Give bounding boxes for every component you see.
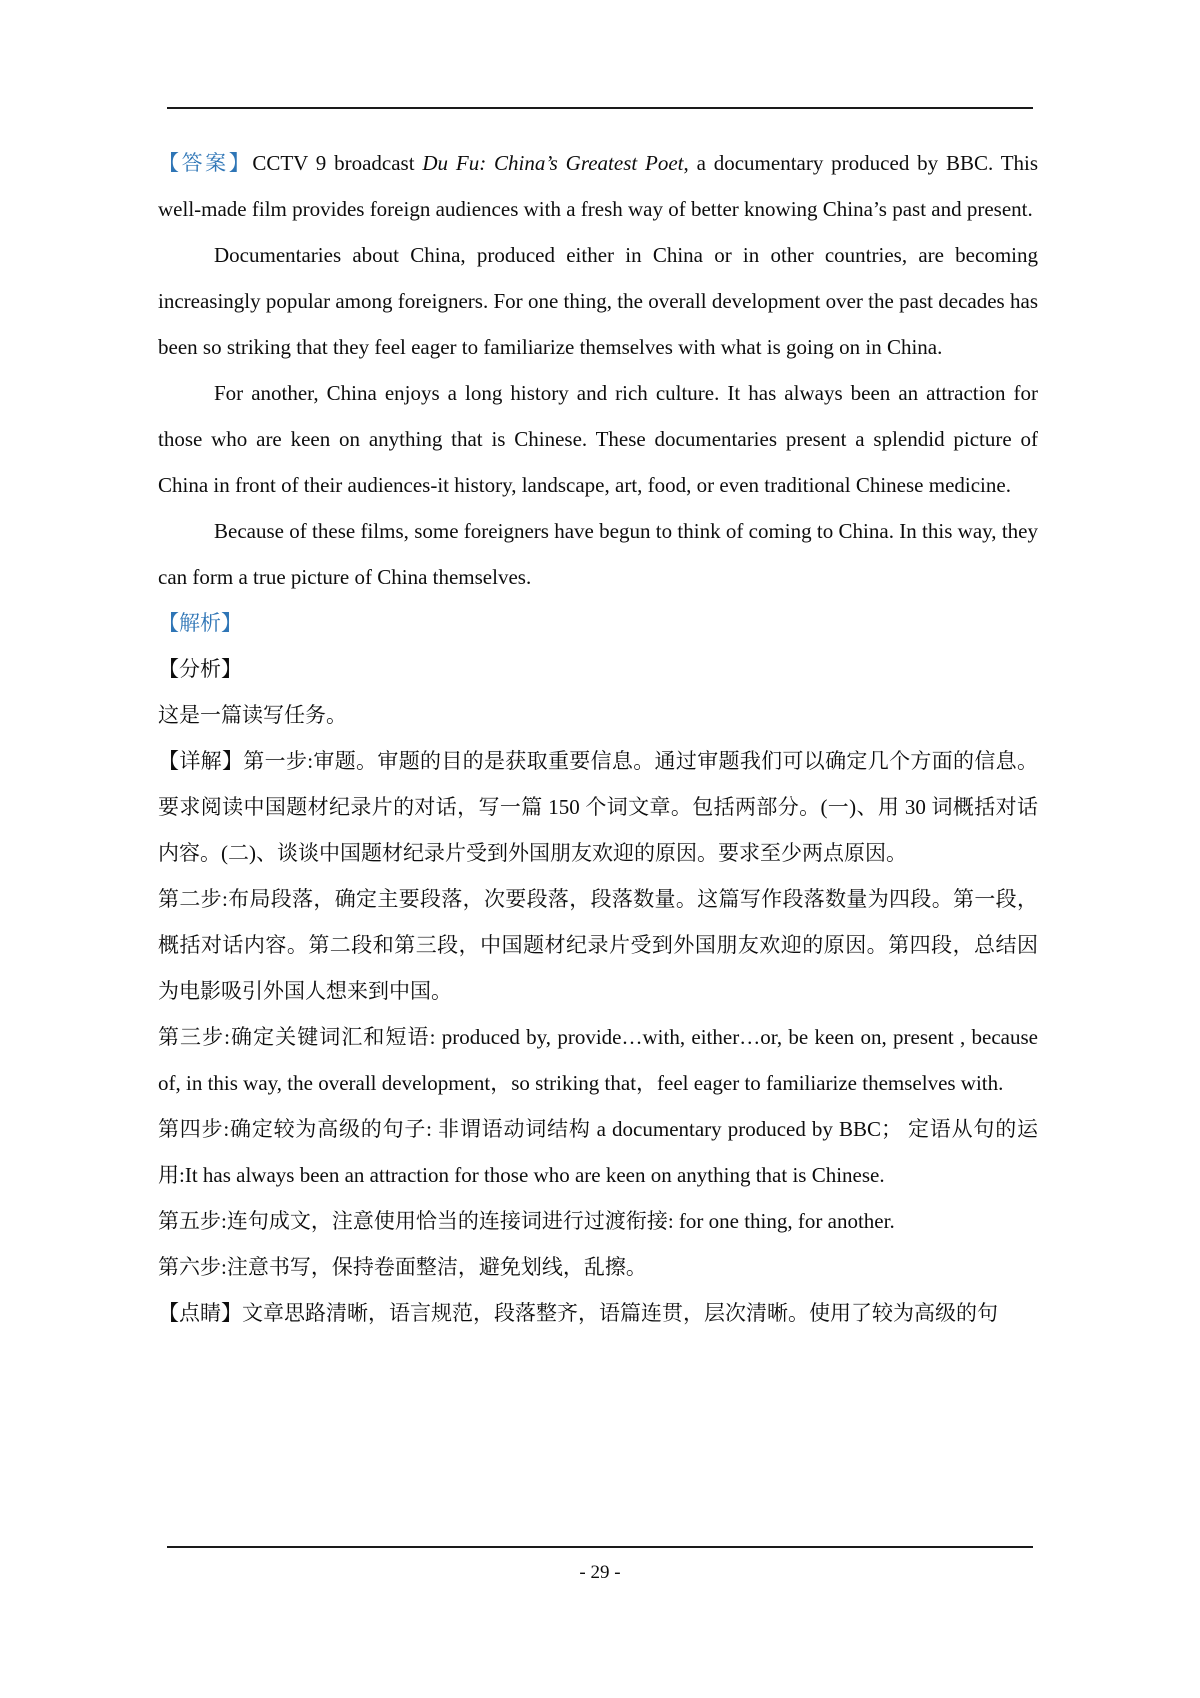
answer-paragraph-2: Documentaries about China, produced either in China or in other countries, are becoming increasingly popular among foreigners. For one thing, the overall development over the past decades has been so striking that they feel eager to familiarize themselves with what is going on in China. (158, 243, 1038, 359)
footer-rule (167, 1546, 1033, 1548)
step6-paragraph: 第六步:注意书写，保持卷面整洁，避免划线，乱擦。 (158, 1255, 647, 1279)
page-number: - 29 - (579, 1562, 621, 1583)
answer-paragraph-4: Because of these films, some foreigners have begun to think of coming to China. In this way, they can form a true picture of China themselves. (158, 519, 1038, 589)
dianjing-label: 【点睛】 (158, 1301, 242, 1325)
fenxi-label: 【分析】 (158, 657, 242, 681)
answer-paragraph-1 (158, 140, 1038, 232)
dianjing-text: 文章思路清晰，语言规范，段落整齐，语篇连贯，层次清晰。使用了较为高级的句 (242, 1301, 998, 1325)
step3-paragraph: 第三步:确定关键词汇和短语: produced by, provide…with, either…or, be keen on, present , because of, in this way, the overall development，so striking that，feel eager to familiarize themselves with. (158, 1025, 1038, 1095)
answer-p1-rest: , a documentary produced by BBC. This well-made film provides foreign audiences with a fresh way of better knowing China’s past and present. (158, 151, 1039, 221)
step4-paragraph: 第四步:确定较为高级的句子: 非谓语动词结构 a documentary produced by BBC； 定语从句的运用:It has always been an attraction for those who are keen on anything that is Chinese. (158, 1117, 1038, 1187)
fenxi-heading (158, 646, 1038, 692)
xiangjie-paragraph (158, 738, 1038, 876)
xiangjie-label: 【详解】 (158, 749, 244, 773)
header-rule (167, 107, 1033, 109)
step2-paragraph: 第二步:布局段落，确定主要段落，次要段落，段落数量。这篇写作段落数量为四段。第一段，概括对话内容。第二段和第三段，中国题材纪录片受到外国朋友欢迎的原因。第四段，总结因为电影吸引外国人想来到中国。 (158, 887, 1038, 1003)
jiexi-heading (158, 600, 1038, 646)
xiangjie-step1-text: 第一步:审题。审题的目的是获取重要信息。通过审题我们可以确定几个方面的信息。要求阅读中国题材纪录片的对话，写一篇 150 个词文章。包括两部分。(一)、用 30 词概括对话内容。(二)、谈谈中国题材纪录片受到外国朋友欢迎的原因。要求至少两点原因。 (158, 749, 1039, 865)
jiexi-label: 【解析】 (158, 611, 242, 635)
document-body (158, 140, 1038, 1336)
analysis-intro: 这是一篇读写任务。 (158, 703, 347, 727)
answer-paragraph-3: For another, China enjoys a long history and rich culture. It has always been an attraction for those who are keen on anything that is Chinese. These documentaries present a splendid picture of China in front of their audiences-it history, landscape, art, food, or even traditional Chinese medicine. (158, 381, 1038, 497)
answer-label: 【答案】 (158, 151, 253, 175)
answer-p1-text: CCTV 9 broadcast (252, 151, 423, 175)
step5-paragraph: 第五步:连句成文，注意使用恰当的连接词进行过渡衔接: for one thing, for another. (158, 1209, 895, 1233)
answer-p1-film-title: Du Fu: China’s Greatest Poet (422, 151, 684, 175)
dianjing-paragraph (158, 1290, 1038, 1336)
